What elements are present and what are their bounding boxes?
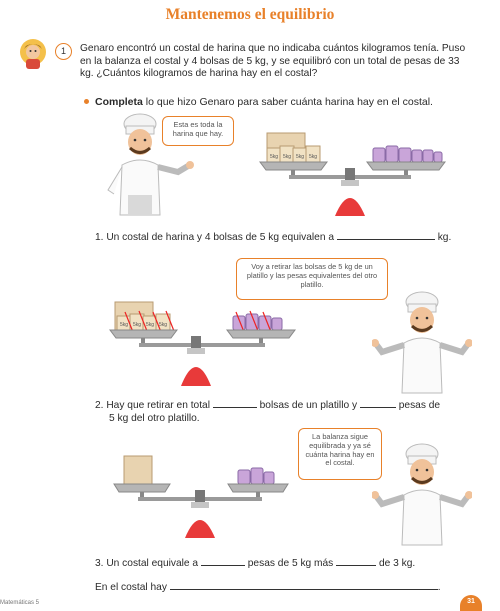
question-2 (95, 398, 475, 425)
question-2-text-d: 5 kg del otro platillo. (109, 412, 200, 424)
svg-text:5kg: 5kg (282, 154, 292, 160)
svg-text:5kg: 5kg (158, 322, 168, 328)
question-2-text-c: pesas de (398, 400, 441, 411)
flour-bags-1 (267, 146, 320, 162)
svg-text:5kg: 5kg (132, 322, 142, 328)
page-number: 31 (467, 598, 475, 605)
answer-blank-2a[interactable] (213, 398, 257, 408)
answer-blank-1[interactable] (337, 230, 435, 240)
instruction (84, 96, 433, 108)
svg-text:5kg: 5kg (308, 154, 318, 160)
instruction-text: lo que hizo Genaro para saber cuánta harina hay en el costal. (142, 96, 433, 108)
question-3-text-b: pesas de 5 kg más (247, 558, 334, 569)
question-4 (95, 580, 441, 595)
question-1-text: 1. Un costal de harina y 4 bolsas de 5 kg equivalen a (95, 232, 334, 243)
weights-1 (373, 146, 442, 162)
speech-bubble-1: Esta es toda la harina que hay. (162, 116, 234, 146)
genaro-avatar-icon (18, 37, 48, 71)
answer-blank-3b[interactable] (336, 556, 376, 566)
question-4-end: . (437, 582, 441, 593)
answer-blank-2b[interactable] (360, 398, 396, 408)
svg-text:5kg: 5kg (295, 154, 305, 160)
chef-figure-3 (372, 440, 472, 550)
balance-scale-3 (110, 450, 300, 540)
question-3-text-a: 3. Un costal equivale a (95, 558, 199, 569)
question-1 (95, 230, 451, 245)
question-3-text-c: de 3 kg. (378, 558, 416, 569)
svg-text:5kg: 5kg (119, 322, 129, 328)
speech-bubble-2: Voy a retirar las bolsas de 5 kg de un platillo y las pesas equivalentes del otro platillo. (236, 258, 388, 300)
footer-book-title: Matemáticas 5 (0, 600, 40, 606)
bullet-icon (84, 99, 89, 104)
question-2-text-b: bolsas de un platillo y (259, 400, 358, 411)
weights-3 (238, 468, 274, 484)
question-2-text-a: 2. Hay que retirar en total (95, 400, 210, 411)
balance-scale-1 (255, 128, 455, 218)
balance-scale-2 (105, 296, 305, 388)
question-1-unit: kg. (437, 232, 452, 243)
question-4-text: En el costal hay (95, 582, 167, 593)
answer-blank-4[interactable] (170, 580, 438, 590)
question-3 (95, 556, 415, 571)
chef-figure-2 (372, 288, 472, 398)
speech-bubble-3: La balanza sigue equilibrada y ya sé cuánta harina hay en el costal. (298, 428, 382, 480)
answer-blank-3a[interactable] (201, 556, 245, 566)
problem-statement: Genaro encontró un costal de harina que no indicaba cuántos kilogramos tenía. Puso en la balanza el costal y 4 bolsas de 5 kg, y se equilibró con un total de pesas de 33 kg. ¿Cuántos kilogramos de harina hay en el costal? (80, 43, 466, 80)
svg-text:5kg: 5kg (145, 322, 155, 328)
problem-number: 1 (55, 43, 72, 60)
svg-text:5kg: 5kg (269, 154, 279, 160)
instruction-bold: Completa (95, 96, 143, 108)
weights-2 (233, 311, 282, 332)
page-title: Mantenemos el equilibrio (165, 6, 335, 23)
